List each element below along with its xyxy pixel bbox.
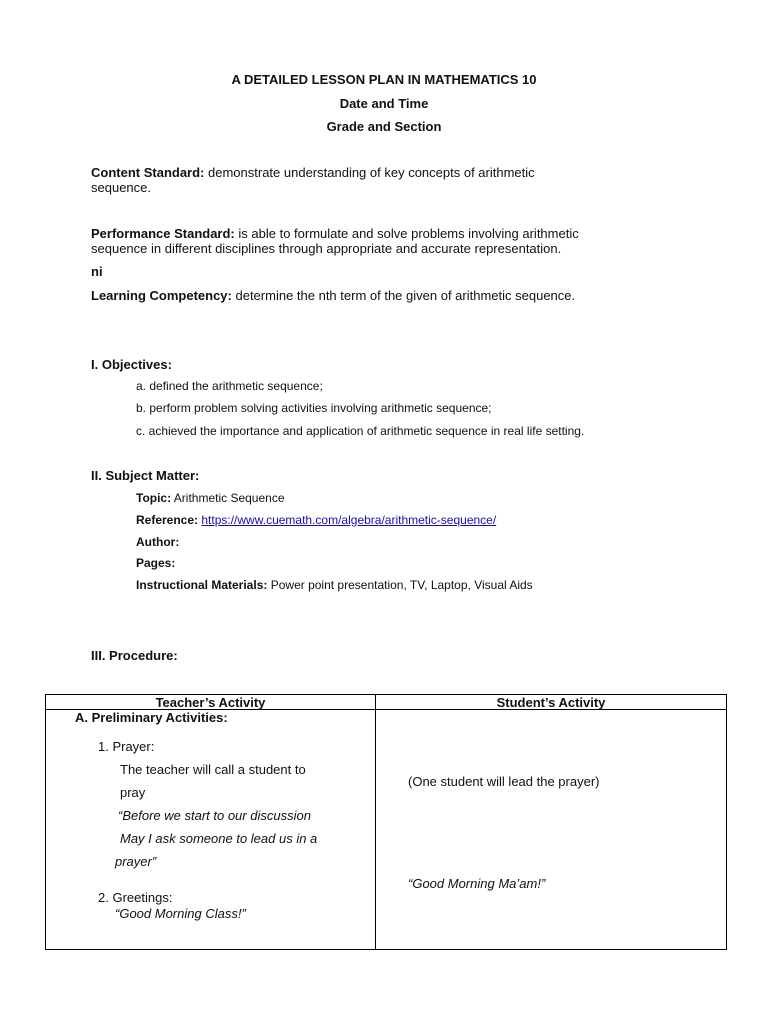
content-standard-text: demonstrate understanding of key concepts of arithmetic xyxy=(208,165,535,180)
performance-standard-text-cont: sequence in different disciplines through appropriate and accurate representation. xyxy=(91,241,562,256)
performance-standard-text: is able to formulate and solve problems involving arithmetic xyxy=(238,226,579,241)
teacher-activity-header: Teacher’s Activity xyxy=(155,695,266,710)
student-activity-header: Student’s Activity xyxy=(496,695,606,710)
grade-and-section: Grade and Section xyxy=(326,119,442,134)
stray-text: ni xyxy=(91,264,103,279)
reference-link[interactable]: https://www.cuemath.com/algebra/arithmetic-sequence/ xyxy=(201,513,497,527)
student-prayer-response: (One student will lead the prayer) xyxy=(408,774,600,789)
document-title: A DETAILED LESSON PLAN IN MATHEMATICS 10 xyxy=(231,72,537,87)
prayer-quote xyxy=(118,808,311,823)
student-greeting-response xyxy=(408,876,545,891)
prayer-quote-line: “Before we start to our discussion xyxy=(118,808,311,823)
pages-label: Pages: xyxy=(136,556,176,570)
procedure-heading: III. Procedure: xyxy=(91,648,178,663)
topic-value: Arithmetic Sequence xyxy=(173,491,285,505)
activity-table xyxy=(45,694,727,950)
content-standard xyxy=(91,165,535,180)
prayer-quote-end xyxy=(115,854,156,869)
objective-item: a. defined the arithmetic sequence; xyxy=(136,379,323,393)
prayer-label: 1. Prayer: xyxy=(98,739,155,754)
date-and-time: Date and Time xyxy=(339,96,429,111)
greetings-quote xyxy=(115,906,246,921)
objective-item: c. achieved the importance and application of arithmetic sequence in real life setting. xyxy=(136,424,585,438)
objective-item: b. perform problem solving activities involving arithmetic sequence; xyxy=(136,401,492,415)
learning-competency-text: determine the nth term of the given of arithmetic sequence. xyxy=(235,288,576,303)
performance-standard-label: Performance Standard: xyxy=(91,226,235,241)
instructional-materials-value: Power point presentation, TV, Laptop, Visual Aids xyxy=(270,578,533,592)
column-divider xyxy=(375,695,376,949)
learning-competency-label: Learning Competency: xyxy=(91,288,232,303)
reference-label: Reference: xyxy=(136,513,199,527)
topic xyxy=(136,491,285,505)
prayer-instruction: The teacher will call a student to xyxy=(120,762,306,777)
topic-label: Topic: xyxy=(136,491,172,505)
content-standard-label: Content Standard: xyxy=(91,165,205,180)
instructional-materials xyxy=(136,578,533,592)
prayer-quote-line: prayer” xyxy=(115,854,157,869)
objectives-heading: I. Objectives: xyxy=(91,357,172,372)
prayer-quote-line: May I ask someone to lead us in a xyxy=(120,831,318,846)
prayer-instruction-cont: pray xyxy=(120,785,146,800)
content-standard-text-cont: sequence. xyxy=(91,180,151,195)
reference xyxy=(136,513,496,527)
greetings-label: 2. Greetings: xyxy=(98,890,173,905)
subject-matter-heading: II. Subject Matter: xyxy=(91,468,200,483)
instructional-materials-label: Instructional Materials: xyxy=(136,578,268,592)
greetings-quote-text: “Good Morning Class!” xyxy=(115,906,246,921)
student-greeting-text: “Good Morning Ma’am!” xyxy=(408,876,546,891)
preliminary-activities-heading: A. Preliminary Activities: xyxy=(75,710,228,725)
author-label: Author: xyxy=(136,535,180,549)
performance-standard xyxy=(91,226,579,241)
prayer-quote-cont xyxy=(120,831,317,846)
learning-competency xyxy=(91,288,575,303)
